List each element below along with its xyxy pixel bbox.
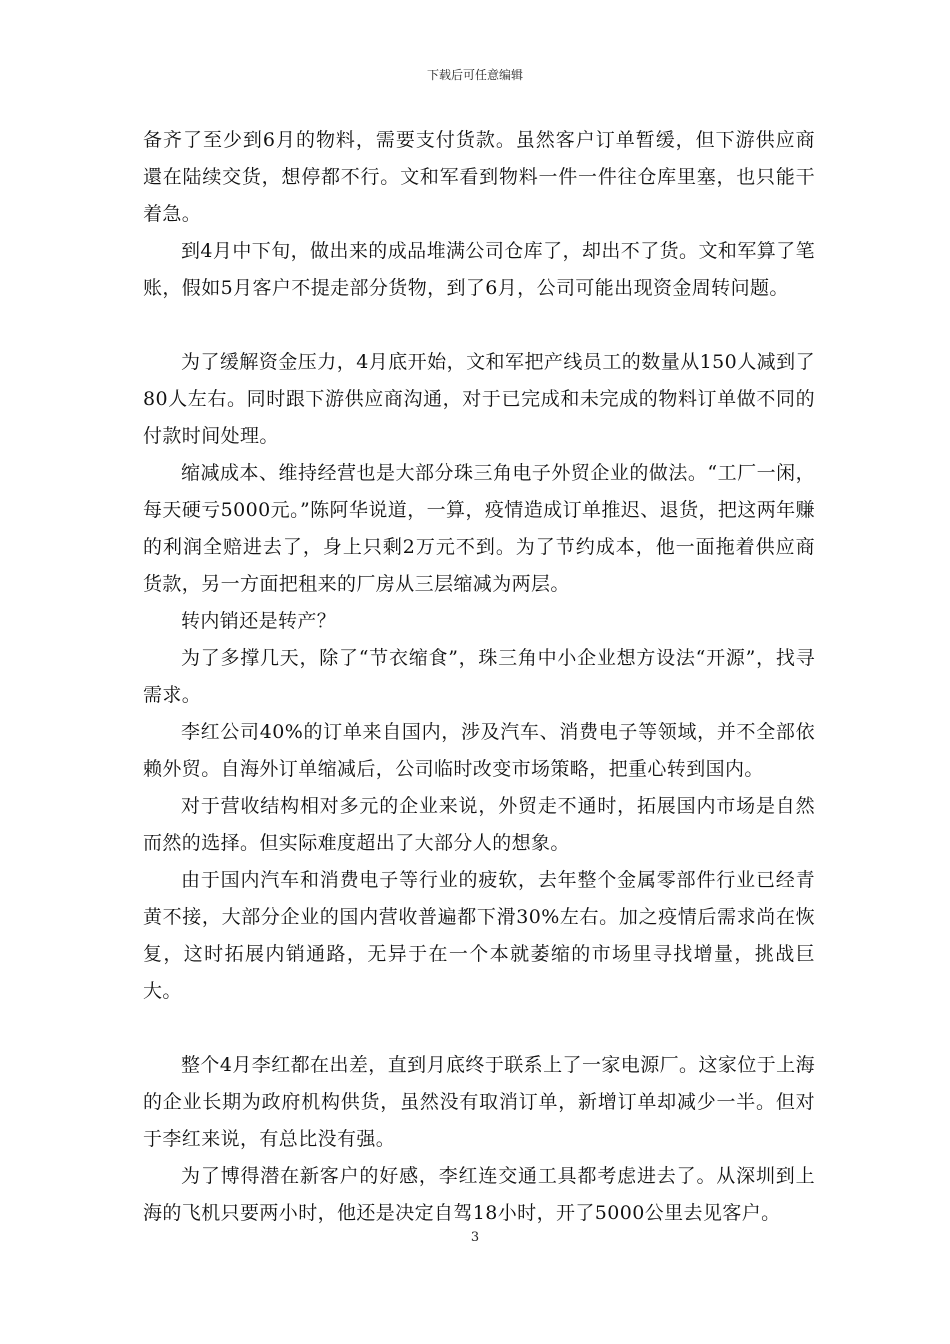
page-number: 3 xyxy=(470,1230,480,1245)
paragraph: 为了博得潜在新客户的好感，李红连交通工具都考虑进去了。从深圳到上海的飞机只要两小时，他还是决定自驾18小时，开了5000公里去见客户。 xyxy=(143,1165,815,1224)
paragraph: 由于国内汽车和消费电子等行业的疲软，去年整个金属零部件行业已经青黄不接，大部分企业的国内营收普遍都下滑30%左右。加之疫情后需求尚在恢复，这时拓展内销通路，无异于在一个本就萎缩的市场里寻找增量，挑战巨大。 xyxy=(143,869,815,1002)
paragraph: 李红公司40%的订单来自国内，涉及汽车、消费电子等领域，并不全部依赖外贸。自海外订单缩减后，公司临时改变市场策略，把重心转到国内。 xyxy=(143,721,815,780)
paragraph: 备齐了至少到6月的物料，需要支付货款。虽然客户订单暂缓，但下游供应商還在陆续交货，想停都不行。文和军看到物料一件一件往仓库里塞，也只能干着急。 xyxy=(143,129,815,225)
paragraph-gap xyxy=(143,1010,815,1047)
paragraph: 整个4月李红都在出差，直到月底终于联系上了一家电源厂。这家位于上海的企业长期为政府机构供货，虽然没有取消订单，新增订单却减少一半。但对于李红来说，有总比没有强。 xyxy=(143,1054,815,1150)
paragraph: 到4月中下旬，做出来的成品堆满公司仓库了，却出不了货。文和军算了笔账，假如5月客户不提走部分货物，到了6月，公司可能出现资金周转问题。 xyxy=(143,240,815,299)
paragraph: 对于营收结构相对多元的企业来说，外贸走不通时，拓展国内市场是自然而然的选择。但实际难度超出了大部分人的想象。 xyxy=(143,795,815,854)
section-heading: 转内销还是转产？ xyxy=(181,610,337,632)
page-header: 下载后可任意编辑 xyxy=(426,68,523,82)
paragraph: 缩减成本、维持经营也是大部分珠三角电子外贸企业的做法。“工厂一闲，每天硬亏5000元。”陈阿华说道，一算，疫情造成订单推迟、退货，把这两年赚的利润全赔进去了，身上只剩2万元不到。为了节约成本，他一面拖着供应商货款，另一方面把租来的厂房从三层缩减为两层。 xyxy=(143,462,815,595)
paragraph: 为了多撑几天，除了“节衣缩食”，珠三角中小企业想方设法“开源”，找寻需求。 xyxy=(143,647,815,706)
document-body xyxy=(143,122,815,1232)
paragraph-gap xyxy=(143,307,815,344)
paragraph: 为了缓解资金压力，4月底开始，文和军把产线员工的数量从150人减到了80人左右。同时跟下游供应商沟通，对于已完成和未完成的物料订单做不同的付款时间处理。 xyxy=(143,351,815,447)
